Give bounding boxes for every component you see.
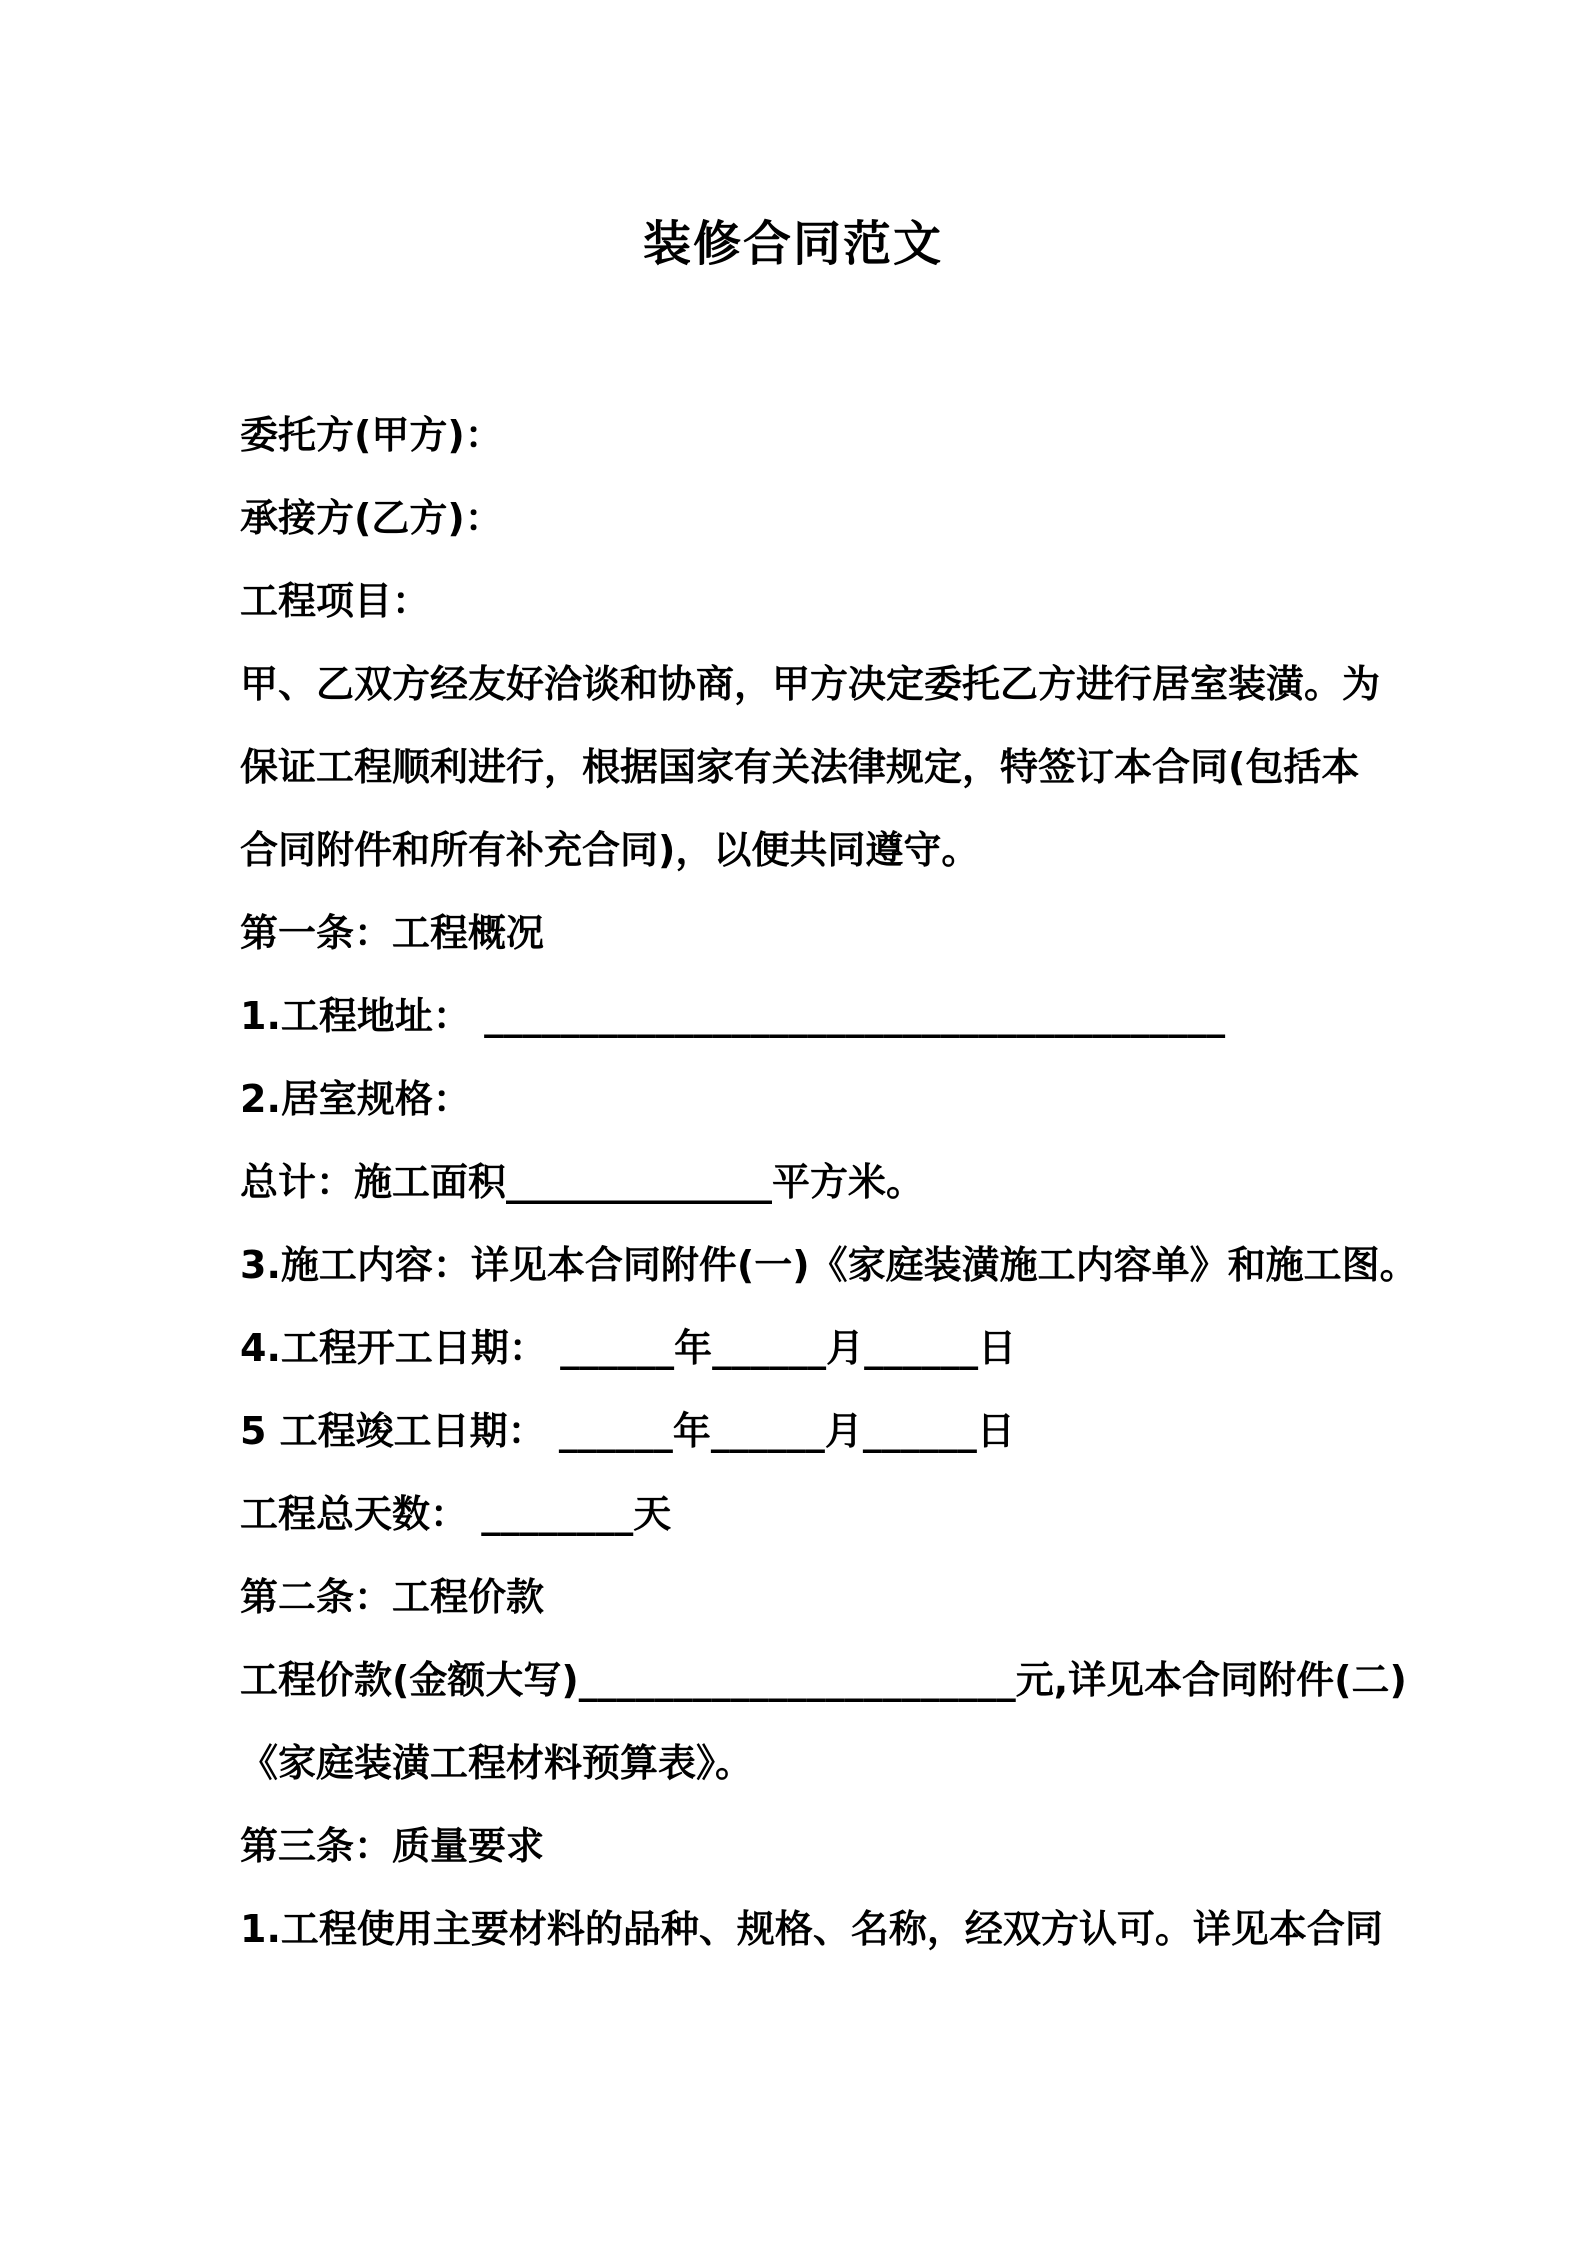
article-1-heading: 第一条：工程概况 (240, 911, 545, 955)
total-days-line: 工程总天数： ________天 (240, 1492, 672, 1536)
project-address-line: 1.工程地址： _______________________________________ (240, 994, 1226, 1038)
party-b-line: 承接方(乙方)： (240, 496, 503, 540)
intro-line-3: 合同附件和所有补充合同)，以便共同遵守。 (240, 828, 980, 872)
start-date-line: 4.工程开工日期： ______年______月______日 (240, 1326, 1017, 1370)
document-body (240, 394, 1526, 1971)
construction-content-line: 3.施工内容：详见本合同附件(一)《家庭装潢施工内容单》和施工图。 (240, 1243, 1418, 1287)
room-spec-line: 2.居室规格： (240, 1077, 471, 1121)
intro-line-2: 保证工程顺利进行，根据国家有关法律规定，特签订本合同(包括本 (240, 745, 1360, 789)
quality-req-line: 1.工程使用主要材料的品种、规格、名称，经双方认可。详见本合同 (240, 1907, 1383, 1951)
article-3-heading: 第三条：质量要求 (240, 1824, 545, 1868)
budget-table-ref-line: 《家庭装潢工程材料预算表》。 (240, 1741, 754, 1785)
party-a-line: 委托方(甲方)： (240, 413, 503, 457)
document-title: 装修合同范文 (642, 216, 943, 272)
completion-date-line: 5 工程竣工日期： ______年______月______日 (240, 1409, 1015, 1453)
article-2-heading: 第二条：工程价款 (240, 1575, 545, 1619)
total-area-line: 总计：施工面积______________平方米。 (240, 1160, 925, 1204)
project-price-line: 工程价款(金额大写)_______________________元,详见本合同附件(二) (240, 1658, 1407, 1702)
project-item-line: 工程项目： (240, 579, 431, 623)
intro-line-1: 甲、乙双方经友好洽谈和协商，甲方决定委托乙方进行居室装潢。为 (240, 662, 1381, 706)
